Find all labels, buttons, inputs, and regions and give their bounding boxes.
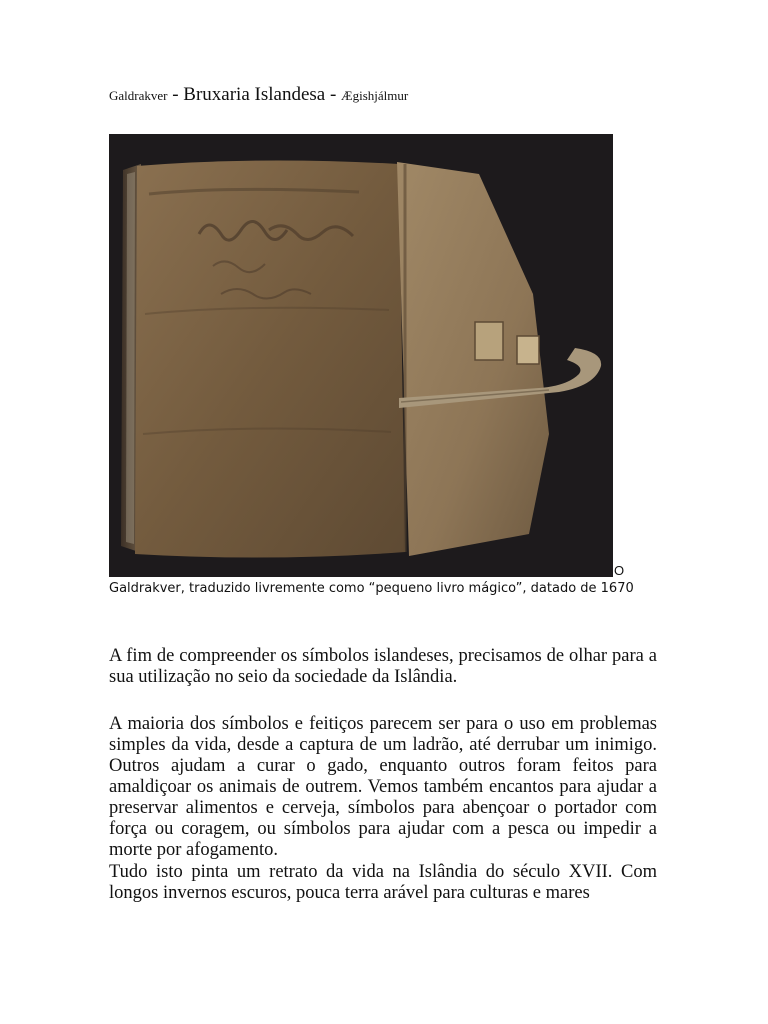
figure-caption: Galdrakver, traduzido livremente como “pequeno livro mágico”, datado de 1670	[109, 581, 634, 596]
caption-lead-letter: O	[614, 563, 625, 578]
paragraph-3: Tudo isto pinta um retrato da vida na Islândia do século XVII. Com longos invernos escuros, pouca terra arável para culturas e mares	[109, 862, 657, 903]
paragraph-2: A maioria dos símbolos e feitiços parecem ser para o uso em problemas simples da vida, desde a captura de um ladrão, até derrubar um inimigo. Outros ajudam a curar o gado, enquanto outros foram feitos para amaldiçoar os animais de outrem. Vemos também encantos para ajudar a preservar alimentos e cerveja, símbolos para abençoar o portador com força ou coragem, ou símbolos para ajudar com a pesca ou impedir a morte por afogamento.	[109, 714, 657, 860]
title-part-galdrakver: Galdrakver	[109, 88, 168, 103]
title-part-bruxaria: - Bruxaria Islandesa -	[167, 84, 342, 105]
page-title	[109, 84, 408, 106]
paragraph-1: A fim de compreender os símbolos islandeses, precisamos de olhar para a sua utilização no seio da sociedade da Islândia.	[109, 646, 657, 687]
title-part-aegishjalmur: Ægishjálmur	[341, 88, 409, 103]
galdrakver-book-photo	[109, 134, 613, 577]
